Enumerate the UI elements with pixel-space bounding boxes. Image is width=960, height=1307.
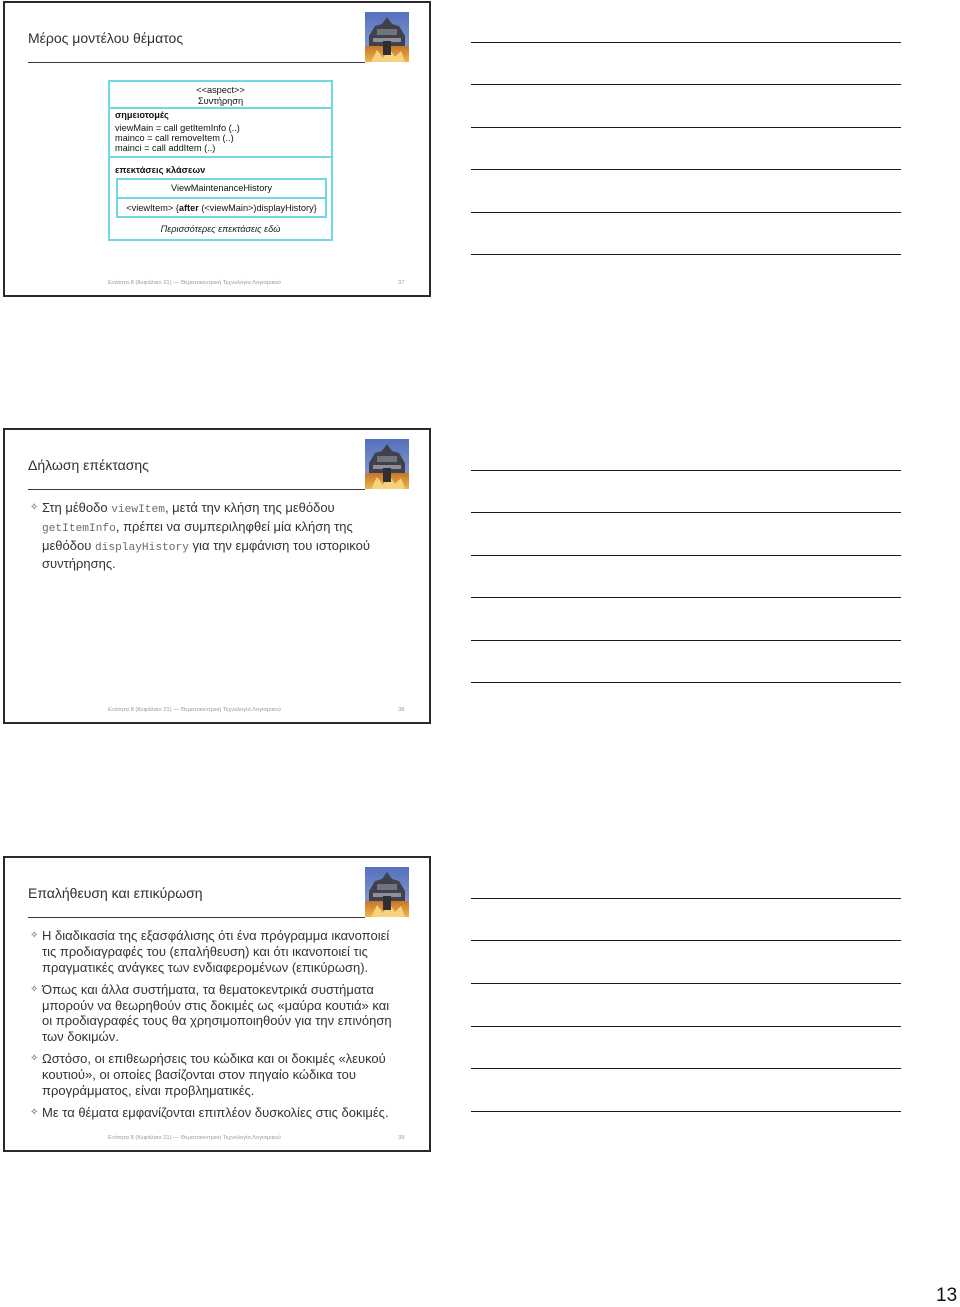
- pointcut-list: [115, 123, 240, 153]
- text-run: μεθόδου: [42, 537, 95, 553]
- star-bullet-icon: [30, 500, 38, 516]
- bullet-line: [42, 556, 422, 572]
- bullet-line: των δοκιμών.: [42, 1029, 119, 1044]
- bullet-line: τις προδιαγραφές του (επαλήθευση) και ότι ικανοποιεί τις: [42, 943, 368, 959]
- note-line: [471, 254, 901, 255]
- slide-footer: Ενότητα 8 (Κεφάλαιο 21) — Θεματοκεντρική Τεχνολογία Λογισμικού: [108, 707, 281, 713]
- slide-title: Δήλωση επέκτασης: [28, 457, 149, 473]
- bullet-line: Ωστόσο, οι επιθεωρήσεις του κώδικα και οι δοκιμές «λευκού: [42, 1051, 386, 1067]
- class-extensions-heading: επεκτάσεις κλάσεων: [115, 164, 206, 175]
- bullet-line: κουτιού», οι οποίες βασίζονται στον πηγαίο κώδικα του: [42, 1067, 356, 1082]
- slide-title: Μέρος μοντέλου θέματος: [28, 30, 184, 46]
- text-run: συντήρησης.: [42, 556, 116, 572]
- building-logo-icon: [365, 439, 409, 489]
- slide-number: 39: [398, 1135, 405, 1141]
- bullet-line: πραγματικές ανάγκες των ενδιαφερομένων (επικύρωση).: [42, 959, 369, 975]
- slide-number: 38: [398, 707, 405, 713]
- pointcut-item: mainci = call addItem (..): [115, 143, 216, 153]
- slide-footer: Ενότητα 8 (Κεφάλαιο 21) — Θεματοκεντρική Τεχνολογία Λογισμικού: [108, 280, 281, 286]
- note-line: [471, 898, 901, 899]
- code-identifier: viewItem: [111, 504, 165, 516]
- note-line: [471, 1111, 901, 1112]
- note-line: [471, 512, 901, 513]
- note-line: [471, 682, 901, 683]
- extension-rule-prefix: <viewItem> {: [126, 202, 179, 213]
- bullet-item: [30, 1051, 422, 1098]
- bullet-line: Όπως και άλλα συστήματα, τα θεματοκεντρικά συστήματα: [42, 981, 374, 997]
- note-line: [471, 597, 901, 598]
- pointcut-item: mainco = call removeItem (..): [115, 133, 234, 143]
- slide-37: [3, 1, 431, 297]
- note-line: [471, 983, 901, 984]
- note-line: [471, 169, 901, 170]
- page-number: 13: [936, 1285, 958, 1306]
- note-line: [471, 212, 901, 213]
- title-divider: [28, 489, 365, 490]
- star-bullet-icon: [30, 1105, 38, 1121]
- note-line: [471, 1068, 901, 1069]
- pointcuts-heading: σημειοτομές: [115, 109, 169, 120]
- bullet-list: [30, 500, 422, 579]
- note-line: [471, 42, 901, 43]
- bullet-item: [30, 982, 422, 1045]
- bullet-line: [42, 538, 422, 557]
- note-line: [471, 940, 901, 941]
- extension-class-name: ViewMaintenanceHistory: [171, 182, 272, 193]
- code-identifier: getItemInfo: [42, 522, 116, 535]
- note-line: [471, 1026, 901, 1027]
- bullet-item: [30, 1105, 422, 1121]
- pointcut-item: viewMain = call getItemInfo (..): [115, 123, 240, 133]
- extension-rule: [118, 203, 325, 214]
- bullet-line: Η διαδικασία της εξασφάλισης ότι ένα πρόγραμμα ικανοποιεί: [42, 928, 390, 943]
- text-run: για την εμφάνιση του ιστορικού: [188, 537, 370, 553]
- extension-rule-keyword: after: [178, 202, 199, 213]
- building-logo-icon: [365, 12, 409, 62]
- text-run: , μετά την κλήση της μεθόδου: [164, 500, 335, 515]
- bullet-list: [30, 928, 422, 1127]
- extension-rule-suffix: (<viewMain>)displayHistory}: [198, 202, 317, 213]
- star-bullet-icon: [30, 928, 38, 944]
- slide-39: [3, 856, 431, 1152]
- more-extensions-note: Περισσότερες επεκτάσεις εδώ: [160, 223, 281, 234]
- aspect-stereotype: <<aspect>>: [196, 84, 245, 95]
- slide-title: Επαλήθευση και επικύρωση: [28, 885, 203, 901]
- bullet-line: προγράμματος, είναι προβληματικές.: [42, 1082, 255, 1098]
- bullet-line: [42, 500, 422, 519]
- text-run: Στη μέθοδο: [42, 500, 112, 515]
- bullet-item: [30, 928, 422, 975]
- class-extension-box: [116, 178, 327, 218]
- title-divider: [28, 917, 365, 918]
- aspect-name: Συντήρηση: [197, 95, 244, 106]
- bullet-item: [30, 500, 422, 572]
- aspect-diagram: [108, 80, 333, 241]
- slide-number: 37: [398, 280, 405, 286]
- building-logo-icon: [365, 867, 409, 917]
- note-line: [471, 640, 901, 641]
- note-line: [471, 127, 901, 128]
- note-line: [471, 84, 901, 85]
- text-run: , πρέπει να συμπεριληφθεί μία κλήση της: [115, 518, 353, 534]
- slide-footer: Ενότητα 8 (Κεφάλαιο 21) — Θεματοκεντρική Τεχνολογία Λογισμικού: [108, 1135, 281, 1141]
- slide-38: [3, 428, 431, 724]
- bullet-line: οι προδιαγραφές τους θα χρησιμοποιηθούν για την επινόηση: [42, 1013, 392, 1029]
- star-bullet-icon: [30, 1051, 38, 1067]
- class-box-divider: [118, 197, 325, 199]
- note-line: [471, 470, 901, 471]
- code-identifier: displayHistory: [94, 541, 189, 554]
- star-bullet-icon: [30, 982, 38, 998]
- note-line: [471, 555, 901, 556]
- diagram-divider: [110, 156, 331, 158]
- bullet-line: Με τα θέματα εμφανίζονται επιπλέον δυσκολίες στις δοκιμές.: [42, 1105, 389, 1120]
- bullet-line: [42, 519, 422, 538]
- bullet-line: μπορούν να θεωρηθούν στις δοκιμές ως «μαύρα κουτιά» και: [42, 997, 390, 1013]
- title-divider: [28, 62, 365, 63]
